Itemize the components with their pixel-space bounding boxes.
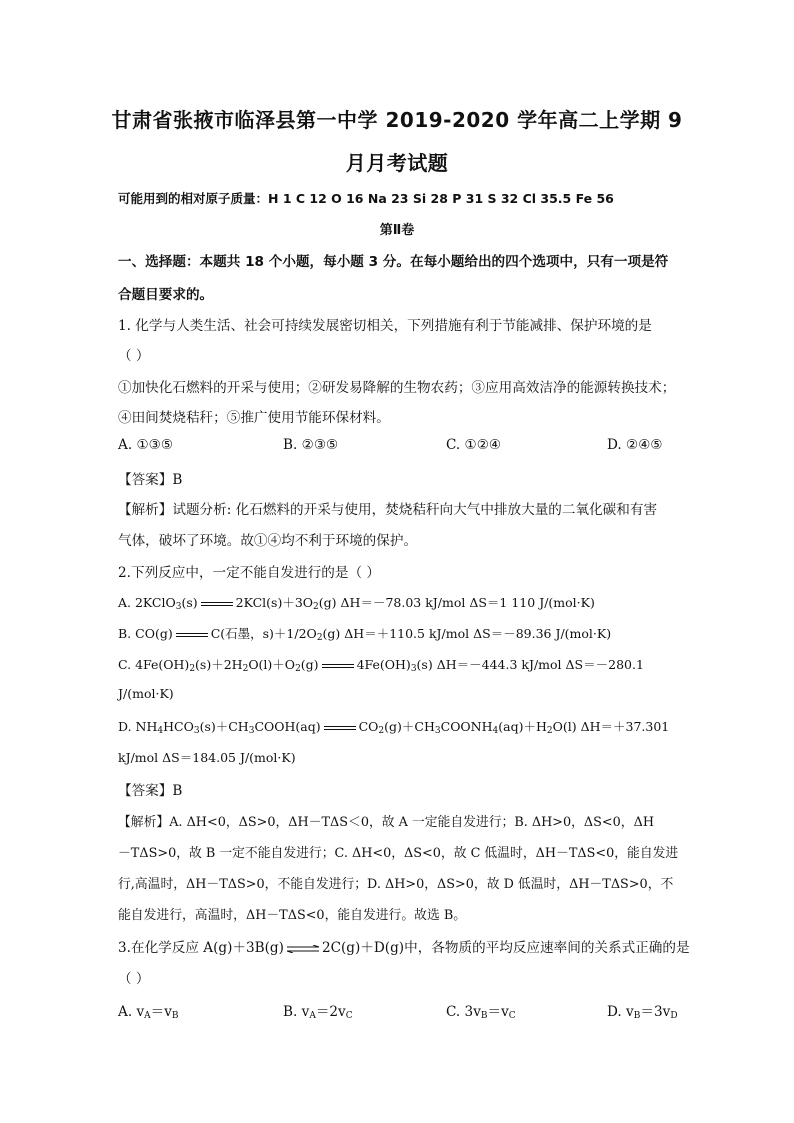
reversible-arrow-icon: [286, 945, 320, 953]
q3-option-c: C. $3v_B=v_C$: [446, 1004, 516, 1021]
q2-option-d-continued: kJ/mol ΔS＝184.05 J/(mol·K): [118, 750, 296, 765]
volume-label: 第Ⅱ卷: [379, 223, 415, 238]
q3-stem-line2: （ ）: [118, 971, 150, 987]
q2-answer: 【答案】B: [118, 783, 183, 799]
equals-arrow-icon: [323, 725, 357, 731]
q2-analysis-line3: 行,高温时，ΔH－TΔS>0，不能自发进行；D. ΔH>0，ΔS>0，故 D 低温时，ΔH－TΔS>0，不: [118, 877, 674, 892]
atomic-masses: 可能用到的相对原子质量：H 1 C 12 O 16 Na 23 Si 28 P 31 S 32 Cl 35.5 Fe 56: [118, 191, 614, 206]
equals-arrow-icon: [175, 632, 209, 638]
q1-analysis-line2: 气体，破坏了环境。故①④均不利于环境的保护。: [118, 533, 418, 549]
q2-option-c-continued: J/(mol·K): [118, 686, 174, 701]
equals-arrow-icon: [200, 601, 234, 607]
q1-option-a: A. ①③⑤: [118, 437, 174, 453]
exam-title-line2: 月月考试题: [345, 151, 449, 175]
q2-option-b: B. CO(g) C(石墨，$s)+1/2O_2(g)$ ΔH＝＋110.5 kJ/mol ΔS＝－89.36 J/(mol·K): [118, 626, 612, 643]
q3-option-a: A. $v_A=v_B$: [118, 1004, 179, 1021]
q2-option-c: C. $4Fe(OH)_2(s)+2H_2O(l)+O_2(g)$ $4Fe(OH)_3(s)$ ΔH＝－444.3 kJ/mol ΔS＝－280.1: [118, 657, 644, 674]
section-heading-line2: 合题目要求的。: [118, 287, 214, 303]
equals-arrow-icon: [321, 663, 355, 669]
q2-option-d: D. $NH_4HCO_3(s)+CH_3COOH(aq)$ $CO_2(g)+CH_3COONH_4(aq)+H_2O(l)$ ΔH＝＋37.301: [118, 719, 670, 736]
exam-title-line1: 甘肃省张掖市临泽县第一中学 2019-2020 学年高二上学期 9: [111, 108, 683, 132]
q3-stem-line1: 3.在化学反应 A(g)＋3B(g) 2C(g)＋D(g)中，各物质的平均反应速率间的关系式正确的是: [118, 940, 690, 956]
q1-answer: 【答案】B: [118, 472, 183, 488]
q1-stem-line2: （ ）: [118, 348, 150, 364]
q1-option-d: D. ②④⑤: [607, 437, 663, 453]
q3-option-b: B. $v_A=2v_C$: [283, 1004, 353, 1021]
q1-items-line2: ④田间焚烧秸秆；⑤推广使用节能环保材料。: [118, 410, 390, 426]
q1-stem-line1: 1. 化学与人类生活、社会可持续发展密切相关，下列措施有利于节能减排、保护环境的是: [118, 318, 652, 334]
q2-analysis-line1: 【解析】A. ΔH<0，ΔS>0，ΔH－TΔS＜0，故 A 一定能自发进行；B. ΔH>0，ΔS<0，ΔH: [118, 815, 654, 830]
q1-items-line1: ①加快化石燃料的开采与使用；②研发易降解的生物农药；③应用高效洁净的能源转换技术；: [118, 380, 676, 396]
q1-option-b: B. ②③⑤: [283, 437, 339, 453]
q2-stem: 2.下列反应中，一定不能自发进行的是（ ）: [118, 565, 380, 581]
q2-analysis-line4: 能自发进行，高温时，ΔH－TΔS<0，能自发进行。故选 B。: [118, 908, 467, 923]
q2-option-a: A. 2KClO$_3$(s) $2KCl(s)+3O_2(g)$ ΔH＝－78.03 kJ/mol ΔS＝1 110 J/(mol·K): [118, 595, 595, 612]
section-heading-line1: 一、选择题：本题共 18 个小题，每小题 3 分。在每小题给出的四个选项中，只有一项是符: [118, 254, 669, 270]
q2-analysis-line2: －TΔS>0，故 B 一定不能自发进行；C. ΔH<0，ΔS<0，故 C 低温时，ΔH－TΔS<0，能自发进: [118, 846, 679, 861]
q3-option-d: D. $v_B=3v_D$: [607, 1004, 678, 1021]
q1-analysis-line1: 【解析】试题分析: 化石燃料的开采与使用，焚烧秸秆向大气中排放大量的二氧化碳和有害: [118, 502, 658, 518]
q1-option-c: C. ①②④: [446, 437, 502, 453]
